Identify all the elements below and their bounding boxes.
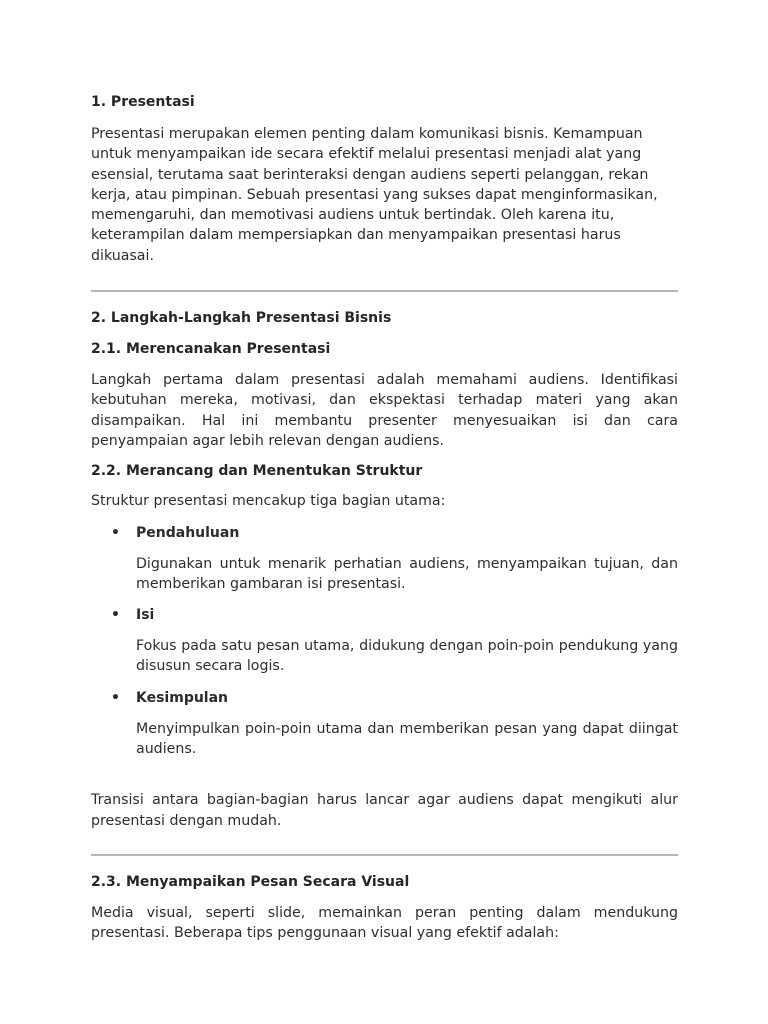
list-item — [91, 688, 678, 760]
subsection-2-1-heading: 2.1. Merencanakan Presentasi — [91, 341, 331, 358]
structure-intro: Struktur presentasi mencakup tiga bagian utama: — [91, 493, 446, 510]
subsection-2-1-paragraph: Langkah pertama dalam presentasi adalah memahami audiens. Identifikasi kebutuhan mereka, motivasi, dan ekspektasi terhadap materi yang akan disampaikan. Hal ini membantu presenter menyesuaikan isi dan cara penyampaian agar lebih relevan dengan audiens. — [91, 372, 678, 449]
bullet-icon: • — [111, 607, 120, 624]
subsection-2-3-paragraph: Media visual, seperti slide, memainkan peran penting dalam mendukung presentasi. Beberapa tips penggunaan visual yang efektif adalah: — [91, 904, 678, 942]
list-item — [91, 605, 678, 688]
list-item-title: Kesimpulan — [136, 689, 229, 706]
list-item-text: Fokus pada satu pesan utama, didukung dengan poin-poin pendukung yang disusun secara logis. — [136, 638, 678, 675]
list-item — [91, 523, 678, 606]
structure-list — [91, 523, 678, 760]
section-1-paragraph: Presentasi merupakan elemen penting dalam komunikasi bisnis. Kemampuan untuk menyampaikan ide secara efektif melalui presentasi menjadi alat yang esensial, terutama saat berinteraksi dengan audiens seperti pelanggan, rekan kerja, atau pimpinan. Sebuah presentasi yang sukses dapat menginformasikan, memengaruhi, dan memotivasi audiens untuk bertindak. Oleh karena itu, keterampilan dalam mempersiapkan dan menyampaikan presentasi harus dikuasai. — [91, 126, 658, 264]
list-item-title: Isi — [136, 607, 155, 624]
section-1-heading: 1. Presentasi — [91, 94, 195, 110]
structure-outro: Transisi antara bagian-bagian harus lancar agar audiens dapat mengikuti alur presentasi dengan mudah. — [91, 792, 678, 829]
section-2-heading: 2. Langkah-Langkah Presentasi Bisnis — [91, 310, 392, 327]
list-item-text: Digunakan untuk menarik perhatian audiens, menyampaikan tujuan, dan memberikan gambaran isi presentasi. — [136, 555, 678, 592]
document-content — [91, 92, 678, 944]
bullet-icon: • — [111, 524, 120, 541]
subsection-2-3-heading: 2.3. Menyampaikan Pesan Secara Visual — [91, 873, 410, 890]
list-item-title: Pendahuluan — [136, 524, 240, 541]
list-item-text: Menyimpulkan poin-poin utama dan memberikan pesan yang dapat diingat audiens. — [136, 720, 678, 758]
bullet-icon: • — [111, 689, 120, 706]
subsection-2-2-heading: 2.2. Merancang dan Menentukan Struktur — [91, 463, 423, 480]
